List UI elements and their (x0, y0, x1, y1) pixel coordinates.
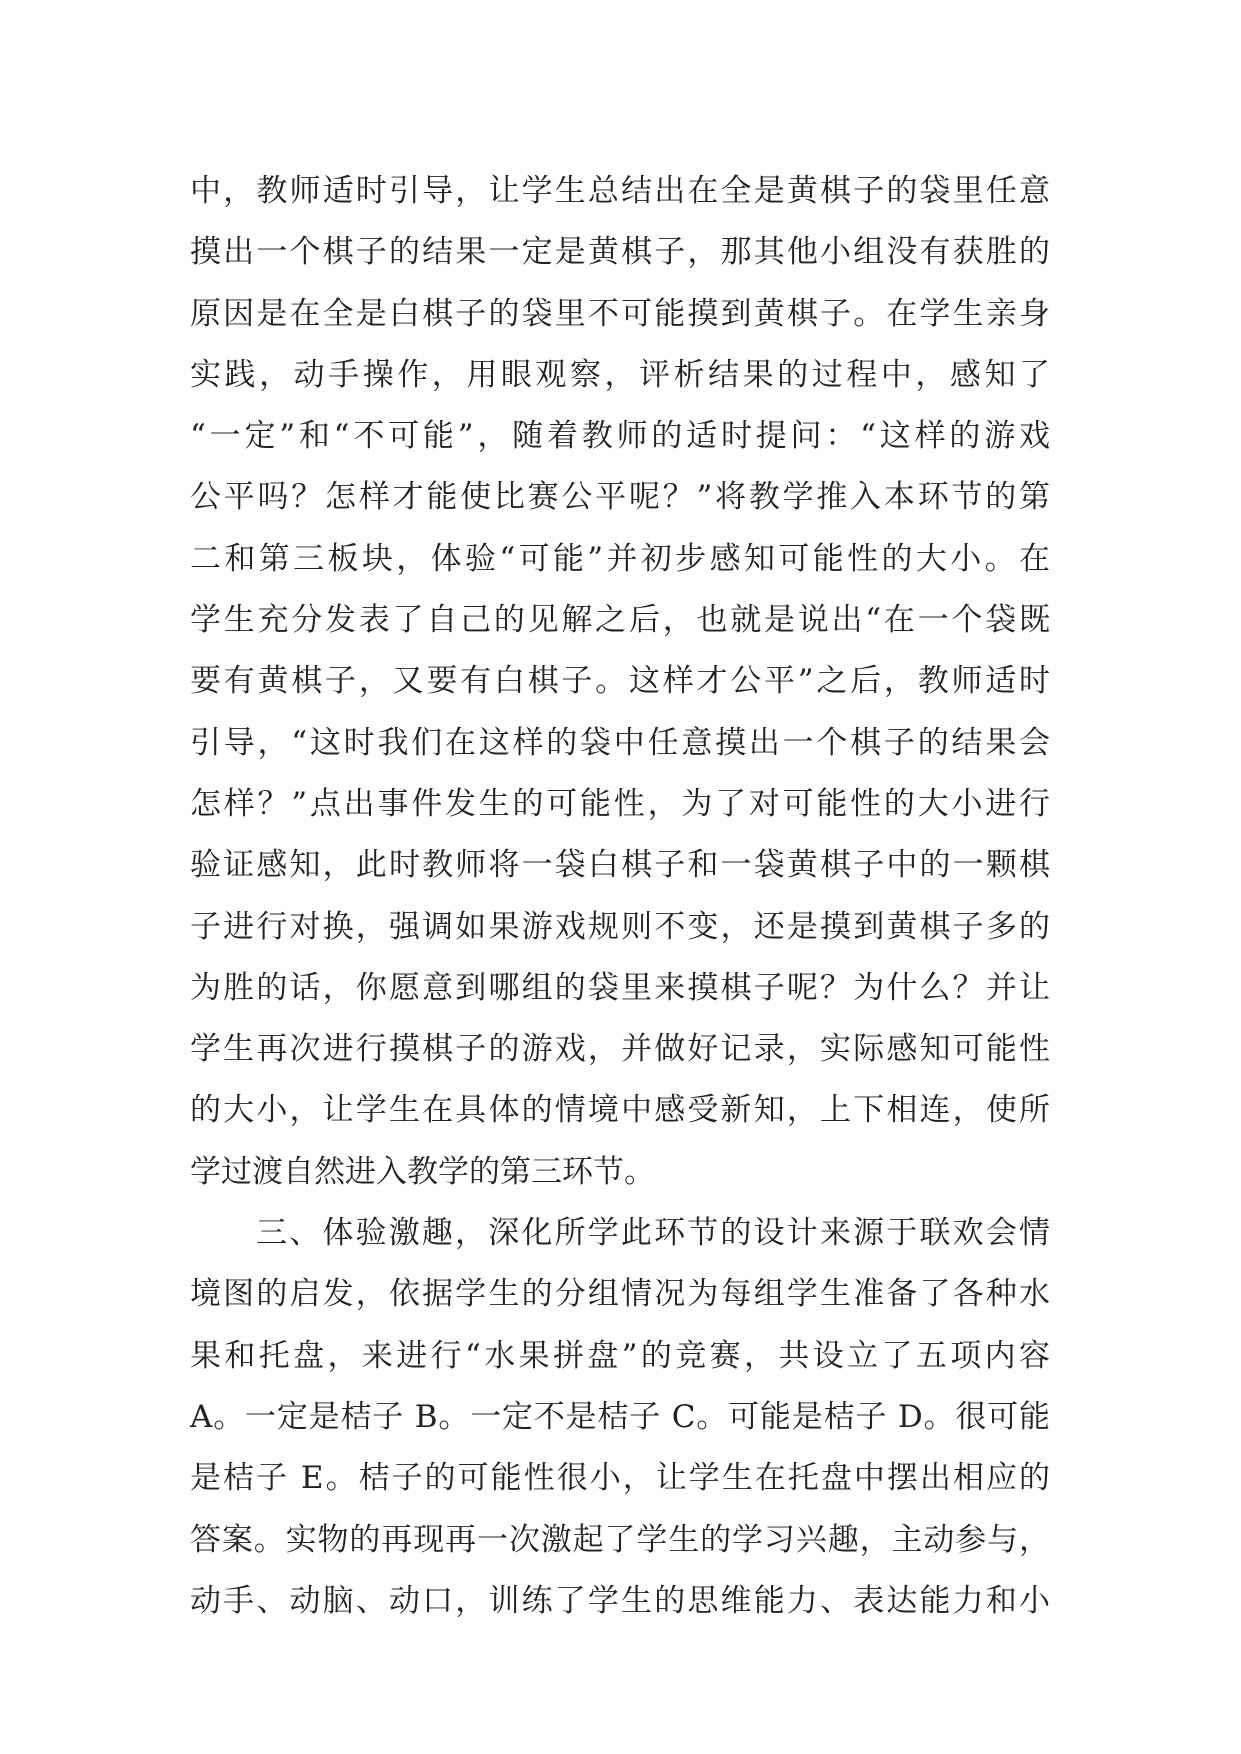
section-heading-line: 三、体验激趣，深化所学此环节的设计来源于联欢会情 (256, 1215, 1050, 1252)
text-line: 学过渡自然进入教学的第三环节。 (190, 1153, 655, 1190)
text-line: 境图的启发，依据学生的分组情况为每组学生准备了各种水 (190, 1276, 1050, 1313)
text-line: 子进行对换，强调如果游戏规则不变，还是摸到黄棋子多的 (190, 908, 1050, 945)
text-line: 答案。实物的再现再一次激起了学生的学习兴趣，主动参与， (190, 1521, 1050, 1558)
text-line: 学生再次进行摸棋子的游戏，并做好记录，实际感知可能性 (190, 1031, 1050, 1068)
text-line: 是桔子 E。桔子的可能性很小，让学生在托盘中摆出相应的 (190, 1460, 1050, 1497)
text-line: 原因是在全是白棋子的袋里不可能摸到黄棋子。在学生亲身 (190, 295, 1050, 332)
text-line: “一定”和“不可能”，随着教师的适时提问：“这样的游戏 (190, 418, 1050, 455)
text-line: 为胜的话，你愿意到哪组的袋里来摸棋子呢？为什么？并让 (190, 969, 1050, 1006)
body-text (190, 161, 1050, 1632)
text-line: 学生充分发表了自己的见解之后，也就是说出“在一个袋既 (190, 602, 1050, 639)
text-line: 摸出一个棋子的结果一定是黄棋子，那其他小组没有获胜的 (190, 234, 1050, 271)
text-line: 中，教师适时引导，让学生总结出在全是黄棋子的袋里任意 (190, 173, 1050, 209)
text-line: 的大小，让学生在具体的情境中感受新知，上下相连，使所 (190, 1092, 1050, 1129)
text-line: 果和托盘，来进行“水果拼盘”的竞赛，共设立了五项内容 (190, 1337, 1050, 1374)
text-line: 引导，“这时我们在这样的袋中任意摸出一个棋子的结果会 (190, 724, 1050, 761)
text-line: 怎样？”点出事件发生的可能性，为了对可能性的大小进行 (190, 785, 1050, 822)
text-line: 动手、动脑、动口，训练了学生的思维能力、表达能力和小 (190, 1582, 1050, 1619)
text-line: A。一定是桔子 B。一定不是桔子 C。可能是桔子 D。很可能 (190, 1398, 1050, 1435)
text-line: 验证感知，此时教师将一袋白棋子和一袋黄棋子中的一颗棋 (190, 847, 1050, 884)
text-line: 要有黄棋子，又要有白棋子。这样才公平”之后，教师适时 (190, 663, 1050, 700)
text-line: 实践，动手操作，用眼观察，评析结果的过程中，感知了 (190, 356, 1050, 393)
text-line: 公平吗？怎样才能使比赛公平呢？”将教学推入本环节的第 (190, 479, 1050, 516)
text-line: 二和第三板块，体验“可能”并初步感知可能性的大小。在 (190, 540, 1050, 577)
